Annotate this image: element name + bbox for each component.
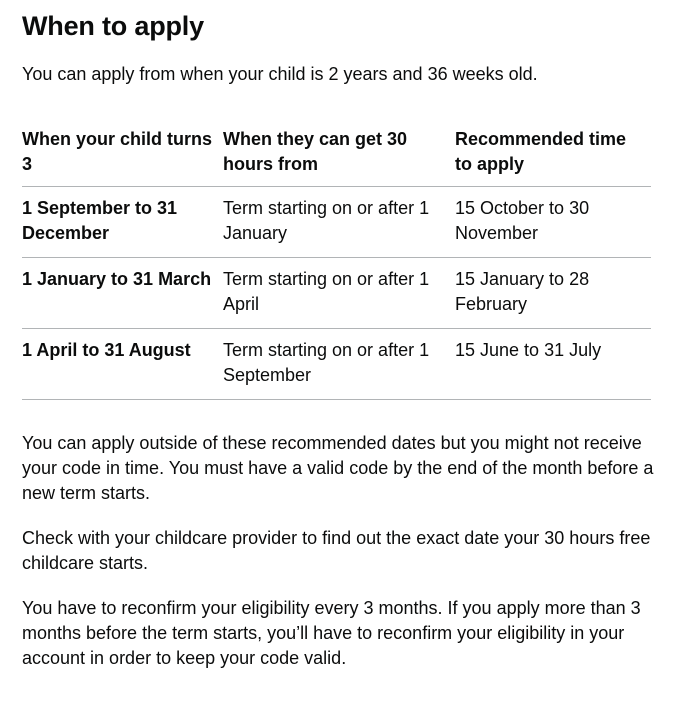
row-birthday-range: 1 April to 31 August [22, 329, 223, 400]
row-recommended-dates: 15 June to 31 July [455, 329, 651, 400]
table-row [22, 187, 651, 258]
section-heading: When to apply [22, 11, 204, 41]
row-recommended-dates: 15 October to 30 November [455, 187, 651, 258]
application-dates-table [22, 127, 651, 400]
paragraph-check-provider: Check with your childcare provider to find out the exact date your 30 hours free childcare starts. [22, 528, 651, 573]
row-birthday-range: 1 September to 31 December [22, 187, 223, 258]
row-recommended-dates: 15 January to 28 February [455, 258, 651, 329]
row-term-start: Term starting on or after 1 April [223, 258, 455, 329]
row-term-start: Term starting on or after 1 January [223, 187, 455, 258]
intro-paragraph: You can apply from when your child is 2 years and 36 weeks old. [22, 64, 538, 84]
table-row [22, 329, 651, 400]
table-row [22, 258, 651, 329]
row-term-start: Term starting on or after 1 September [223, 329, 455, 400]
column-header-recommended-time: Recommended time to apply [455, 127, 651, 187]
paragraph-outside-dates: You can apply outside of these recommended dates but you might not receive your code in time. You must have a valid code by the end of the month before a new term starts. [22, 433, 654, 503]
table-header-row [22, 127, 651, 187]
column-header-child-turns-3: When your child turns 3 [22, 127, 223, 187]
column-header-30-hours-from: When they can get 30 hours from [223, 127, 455, 187]
paragraph-reconfirm-eligibility: You have to reconfirm your eligibility every 3 months. If you apply more than 3 months before the term starts, you’ll have to reconfirm your eligibility in your account in order to keep your code valid. [22, 598, 641, 668]
row-birthday-range: 1 January to 31 March [22, 258, 223, 329]
